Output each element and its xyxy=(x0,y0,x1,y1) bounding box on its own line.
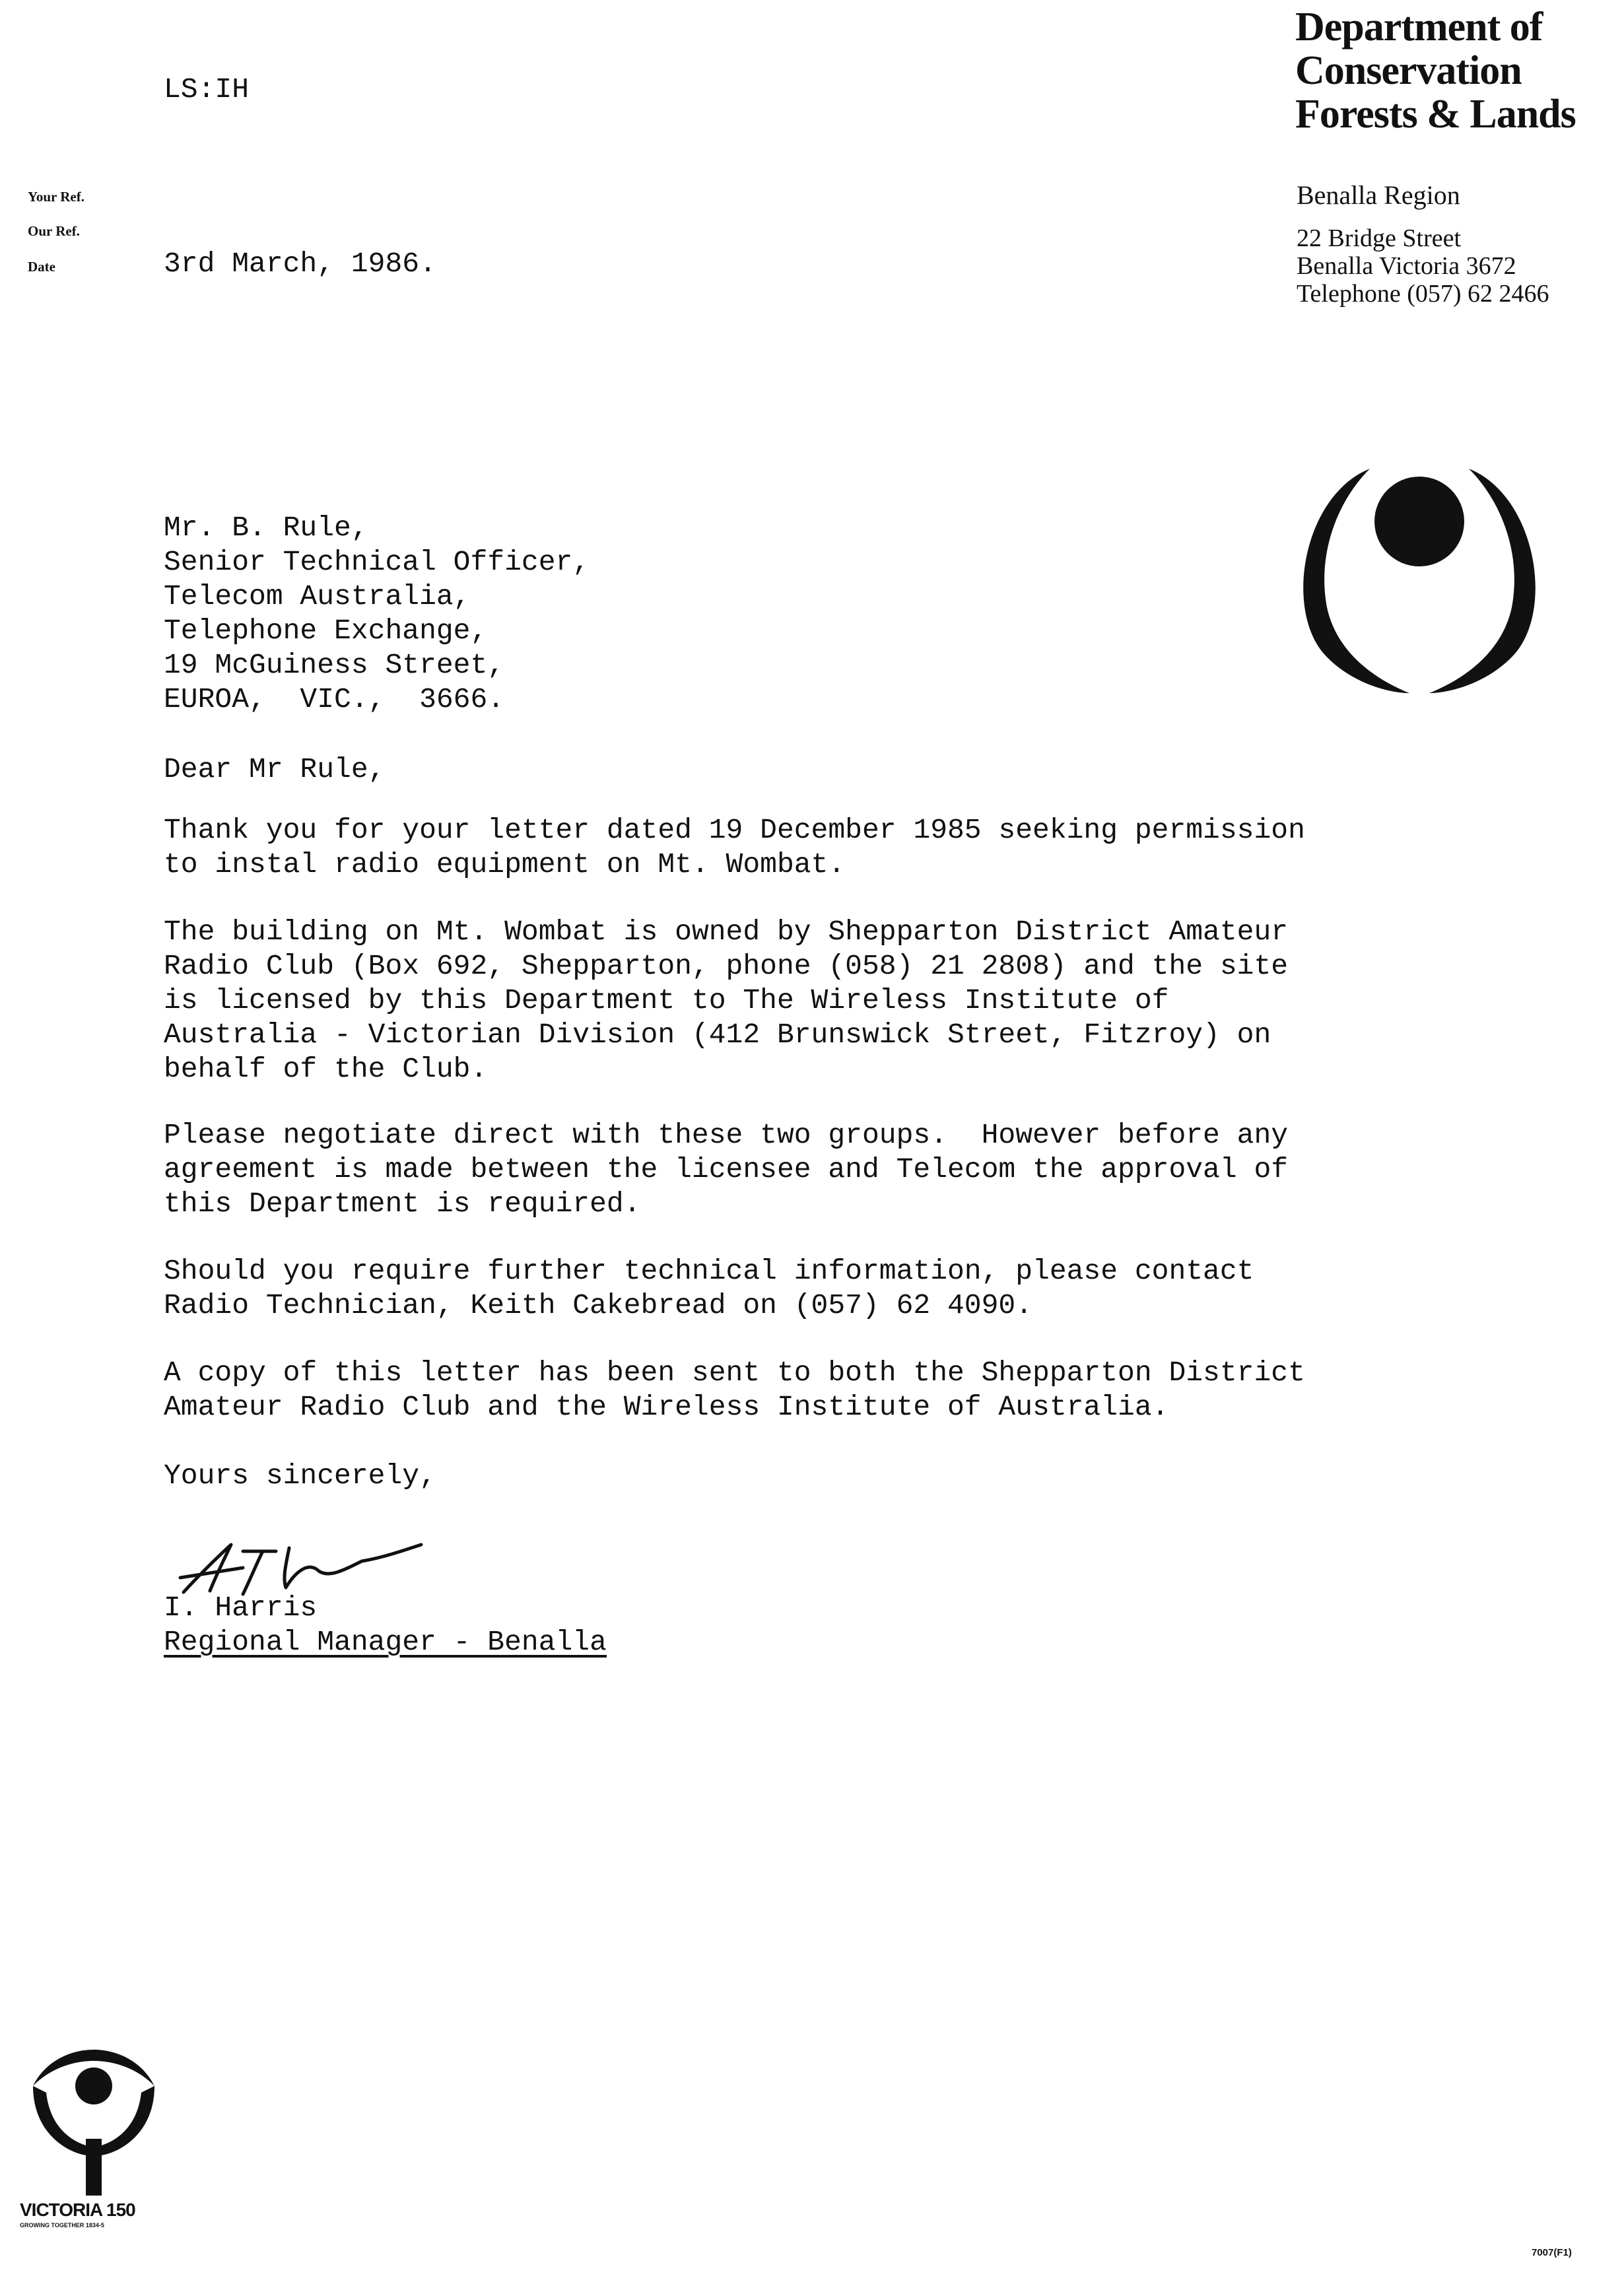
our-ref-label: Our Ref. xyxy=(28,223,80,239)
date-label: Date xyxy=(28,259,55,275)
body-paragraph xyxy=(164,1356,1339,1425)
paragraph-line: Thank you for your letter dated 19 December 1985 seeking permission xyxy=(164,814,1305,846)
your-ref-label: Your Ref. xyxy=(28,189,85,205)
department-line: Forests & Lands xyxy=(1295,92,1576,137)
paragraph-line: The building on Mt. Wombat is owned by Shepparton District Amateur xyxy=(164,916,1289,948)
letterhead-address xyxy=(1297,224,1549,308)
victoria-150-logo xyxy=(20,2046,165,2244)
closing: Yours sincerely, xyxy=(164,1460,436,1492)
body-paragraph xyxy=(164,915,1339,1087)
paragraph-line: Australia - Victorian Division (412 Brunswick Street, Fitzroy) on xyxy=(164,1019,1271,1051)
recipient-line: Telecom Australia, xyxy=(164,580,471,613)
recipient-line: Telephone Exchange, xyxy=(164,615,488,647)
body-paragraph xyxy=(164,1118,1339,1221)
paragraph-line: Radio Technician, Keith Cakebread on (057) 62 4090. xyxy=(164,1289,1033,1322)
recipient-line: 19 McGuiness Street, xyxy=(164,649,505,681)
paragraph-line: Amateur Radio Club and the Wireless Institute of Australia. xyxy=(164,1391,1169,1423)
letter-date: 3rd March, 1986. xyxy=(164,248,436,280)
victoria-150-subtext: GROWING TOGETHER 1834-5 xyxy=(20,2222,104,2229)
paragraph-line: Radio Club (Box 692, Shepparton, phone (058) 21 2808) and the site xyxy=(164,950,1289,982)
recipient-line: Mr. B. Rule, xyxy=(164,512,368,544)
region-name: Benalla Region xyxy=(1297,180,1460,210)
address-line: Benalla Victoria 3672 xyxy=(1297,252,1516,280)
paragraph-line: behalf of the Club. xyxy=(164,1053,488,1085)
victoria-150-emblem-icon xyxy=(20,2046,165,2198)
reference-code: LS:IH xyxy=(164,73,250,106)
paragraph-line: agreement is made between the licensee and Telecom the approval of xyxy=(164,1153,1289,1186)
salutation: Dear Mr Rule, xyxy=(164,753,386,786)
signatory-name: I. Harris xyxy=(164,1592,318,1624)
department-line: Department of xyxy=(1295,5,1543,50)
paragraph-line: is licensed by this Department to The Wireless Institute of xyxy=(164,984,1169,1017)
paragraph-line: A copy of this letter has been sent to both the Shepparton District xyxy=(164,1357,1305,1389)
recipient-line: EUROA, VIC., 3666. xyxy=(164,683,505,716)
paragraph-line: this Department is required. xyxy=(164,1188,641,1220)
recipient-line: Senior Technical Officer, xyxy=(164,546,590,578)
address-line: Telephone (057) 62 2466 xyxy=(1297,280,1549,308)
recipient-address xyxy=(164,511,1339,717)
form-number: 7007(F1) xyxy=(1532,2247,1572,2258)
body-paragraph xyxy=(164,1254,1339,1323)
body-paragraph xyxy=(164,813,1339,882)
signatory-title: Regional Manager - Benalla xyxy=(164,1626,607,1658)
letterhead-department xyxy=(1295,5,1576,136)
address-line: 22 Bridge Street xyxy=(1297,224,1462,252)
paragraph-line: to instal radio equipment on Mt. Wombat. xyxy=(164,848,846,881)
department-line: Conservation xyxy=(1295,48,1522,93)
victoria-150-text: VICTORIA 150 xyxy=(20,2200,135,2220)
paragraph-line: Should you require further technical information, please contact xyxy=(164,1255,1254,1287)
paragraph-line: Please negotiate direct with these two groups. However before any xyxy=(164,1119,1289,1151)
